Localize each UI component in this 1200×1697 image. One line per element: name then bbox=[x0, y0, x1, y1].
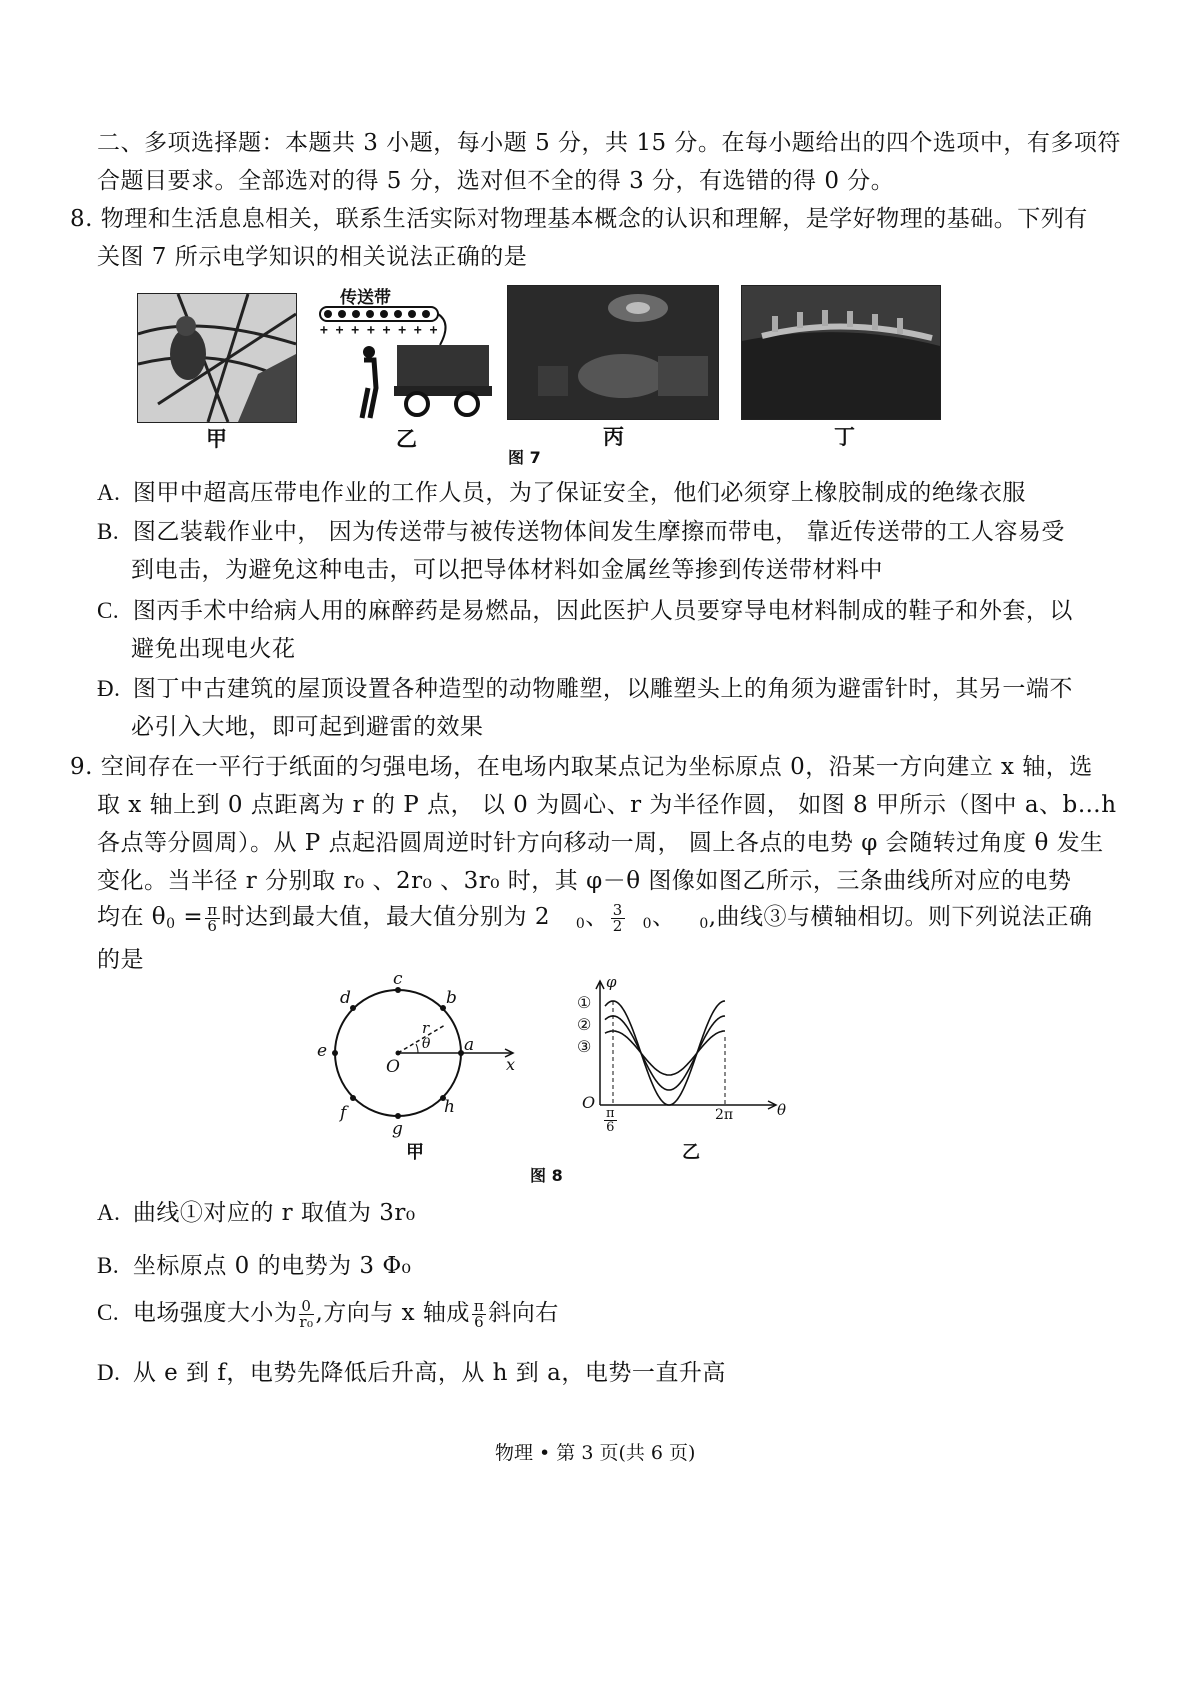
subscript: 0 bbox=[642, 916, 653, 932]
fraction-denominator: 6 bbox=[474, 1312, 485, 1331]
q9-option-b bbox=[97, 1251, 411, 1281]
label-graph-origin: O bbox=[582, 1093, 596, 1112]
option-text: 坐标原点 0 的电势为 3 Φ₀ bbox=[132, 1253, 412, 1279]
option-text: 曲线①对应的 r 取值为 3r₀ bbox=[132, 1200, 416, 1226]
subscript: 0 bbox=[575, 916, 586, 932]
q9-stem-line2: 取 x 轴上到 0 点距离为 r 的 P 点， 以 0 为圆心、r 为半径作圆， 如图 8 甲所示（图中 a、b…h bbox=[97, 792, 1117, 818]
photo-jia bbox=[137, 293, 297, 423]
label-phi-axis: φ bbox=[606, 973, 617, 991]
option-text: ,方向与 x 轴成 bbox=[315, 1300, 470, 1326]
fraction-denominator: r₀ bbox=[299, 1312, 314, 1331]
label-b: b bbox=[446, 988, 457, 1008]
subscript: 0 bbox=[166, 916, 176, 932]
photo-bing bbox=[507, 285, 719, 420]
label-d: d bbox=[340, 988, 351, 1008]
fig7-label-ding: 丁 bbox=[834, 425, 855, 449]
phi-curve-3 bbox=[605, 1031, 725, 1075]
text-segment: ,曲线③与横轴相切。则下列说法正确 bbox=[708, 904, 1093, 930]
option-label: C. bbox=[97, 1300, 120, 1325]
option-text: 电场强度大小为 bbox=[132, 1300, 298, 1326]
q8-option-c bbox=[97, 596, 1073, 626]
fig7-caption: 图 7 bbox=[508, 448, 541, 467]
point-e bbox=[332, 1050, 338, 1056]
q9-option-d bbox=[97, 1358, 726, 1388]
tick-pi6 bbox=[604, 1107, 617, 1134]
option-text: 从 e 到 f，电势先降低后升高，从 h 到 a，电势一直升高 bbox=[132, 1360, 726, 1386]
q8-option-c-line2: 避免出现电火花 bbox=[131, 636, 296, 662]
label-curve-3: ③ bbox=[577, 1037, 592, 1056]
option-text: 图乙装载作业中， 因为传送带与被传送物体间发生摩擦而带电， 靠近传送带的工人容易受 bbox=[132, 519, 1065, 545]
text-segment: 、 bbox=[652, 904, 676, 930]
text-segment: 时达到最大值，最大值分别为 2 bbox=[221, 904, 550, 930]
photo-jia-image bbox=[138, 294, 296, 422]
fig7-label-jia: 甲 bbox=[206, 427, 227, 451]
section-header-line1: 二、多项选择题：本题共 3 小题，每小题 5 分，共 15 分。在每小题给出的四个选项中，有多项符 bbox=[97, 130, 1121, 156]
fraction-numerator: π bbox=[473, 1296, 485, 1315]
option-label: C. bbox=[97, 598, 120, 623]
q8-option-b-line2: 到电击，为避免这种电击，可以把导体材料如金属丝等掺到传送带材料中 bbox=[131, 557, 883, 583]
label-c: c bbox=[393, 969, 403, 989]
drawing-yi bbox=[312, 283, 492, 423]
conveyor-truck-drawing bbox=[312, 283, 492, 423]
theta-arc bbox=[416, 1044, 418, 1053]
fraction-pi-6 bbox=[472, 1296, 486, 1331]
section-header-line2: 合题目要求。全部选对的得 5 分，选对但不全的得 3 分，有选错的得 0 分。 bbox=[97, 168, 895, 194]
option-label: A. bbox=[97, 1200, 121, 1225]
label-f: f bbox=[340, 1103, 347, 1123]
tick-2pi: 2π bbox=[715, 1107, 734, 1123]
conveyor-label: 传送带 bbox=[340, 288, 391, 308]
q8-option-a bbox=[97, 478, 1026, 508]
figure-8-svg bbox=[300, 975, 820, 1190]
photo-bing-image bbox=[508, 286, 718, 419]
option-text: 斜向右 bbox=[488, 1300, 559, 1326]
label-origin: O bbox=[386, 1057, 400, 1077]
fig7-label-bing: 丙 bbox=[603, 425, 624, 449]
fraction-denominator: 6 bbox=[207, 916, 218, 935]
q8-option-d bbox=[97, 674, 1073, 704]
q8-option-b bbox=[97, 517, 1065, 547]
option-text: 图丙手术中给病人用的麻醉药是易燃品，因此医护人员要穿导电材料制成的鞋子和外套，以 bbox=[132, 598, 1073, 624]
fraction-denominator: 2 bbox=[612, 916, 623, 935]
fraction-numerator: 0 bbox=[299, 1299, 313, 1315]
subscript: 0 bbox=[699, 916, 709, 932]
option-text: 图丁中古建筑的屋顶设置各种造型的动物雕塑，以雕塑头上的角须为避雷针时，其另一端不 bbox=[132, 676, 1073, 702]
charge-marks: + + + + + + + + bbox=[320, 323, 438, 338]
label-a: a bbox=[464, 1035, 475, 1055]
option-label: Đ. bbox=[97, 676, 121, 701]
label-r: r bbox=[422, 1019, 430, 1037]
q9-stem-line5 bbox=[97, 902, 1093, 939]
option-label: D. bbox=[97, 1360, 121, 1385]
label-jia: 甲 bbox=[406, 1142, 424, 1163]
q8-stem-line2: 关图 7 所示电学知识的相关说法正确的是 bbox=[97, 244, 528, 270]
tick-pi6-num: π bbox=[606, 1106, 615, 1121]
label-e: e bbox=[317, 1041, 328, 1061]
tick-pi6-den: 6 bbox=[606, 1120, 615, 1135]
q9-stem-line6: 的是 bbox=[97, 947, 144, 973]
label-g: g bbox=[392, 1119, 403, 1139]
q8-option-d-line2: 必引入大地，即可起到避雷的效果 bbox=[131, 714, 484, 740]
q9-option-c bbox=[97, 1298, 559, 1330]
page-footer: 物理 • 第 3 页(共 6 页) bbox=[495, 1442, 696, 1464]
text-segment: 均在 θ bbox=[97, 904, 167, 930]
q9-option-a bbox=[97, 1198, 416, 1228]
fraction-numerator: 3 bbox=[612, 900, 623, 919]
option-label: A. bbox=[97, 480, 121, 505]
q8-stem-line1: 8. 物理和生活息息相关，联系生活实际对物理基本概念的认识和理解，是学好物理的基础。下列有 bbox=[70, 206, 1088, 232]
fig7-label-yi: 乙 bbox=[396, 427, 417, 451]
photo-ding-image bbox=[742, 286, 940, 419]
fig8-caption: 图 8 bbox=[530, 1166, 563, 1185]
label-theta-axis: θ bbox=[777, 1101, 787, 1119]
label-h: h bbox=[444, 1097, 455, 1117]
fraction-pi-6 bbox=[205, 900, 219, 935]
fraction-phi0-r0 bbox=[299, 1296, 314, 1331]
q9-stem-line4: 变化。当半径 r 分别取 r₀ 、2r₀ 、3r₀ 时，其 φ－θ 图像如图乙所示，三条曲线所对应的电势 bbox=[97, 868, 1072, 894]
fraction-numerator: π bbox=[207, 900, 218, 919]
point-f bbox=[350, 1095, 356, 1101]
figure-8 bbox=[300, 969, 820, 1190]
label-curve-2: ② bbox=[577, 1015, 592, 1034]
option-label: B. bbox=[97, 519, 120, 544]
q9-stem-line1: 9. 空间存在一平行于纸面的匀强电场，在电场内取某点记为坐标原点 0，沿某一方向建立 x 轴，选 bbox=[70, 754, 1093, 780]
label-x-axis: x bbox=[506, 1055, 516, 1074]
label-theta: θ bbox=[422, 1036, 431, 1052]
label-yi: 乙 bbox=[682, 1142, 700, 1163]
text-segment: 、 bbox=[585, 904, 609, 930]
q9-stem-line3: 各点等分圆周）。从 P 点起沿圆周逆时针方向移动一周， 圆上各点的电势 φ 会随转过角度 θ 发生 bbox=[97, 830, 1104, 856]
photo-ding bbox=[741, 285, 941, 420]
label-curve-1: ① bbox=[577, 993, 592, 1012]
fraction-3-2 bbox=[611, 900, 625, 935]
option-text: 图甲中超高压带电作业的工作人员，为了保证安全，他们必须穿上橡胶制成的绝缘衣服 bbox=[132, 480, 1026, 506]
text-segment: = bbox=[175, 904, 204, 930]
option-label: B. bbox=[97, 1253, 120, 1278]
origin-dot bbox=[396, 1051, 401, 1056]
